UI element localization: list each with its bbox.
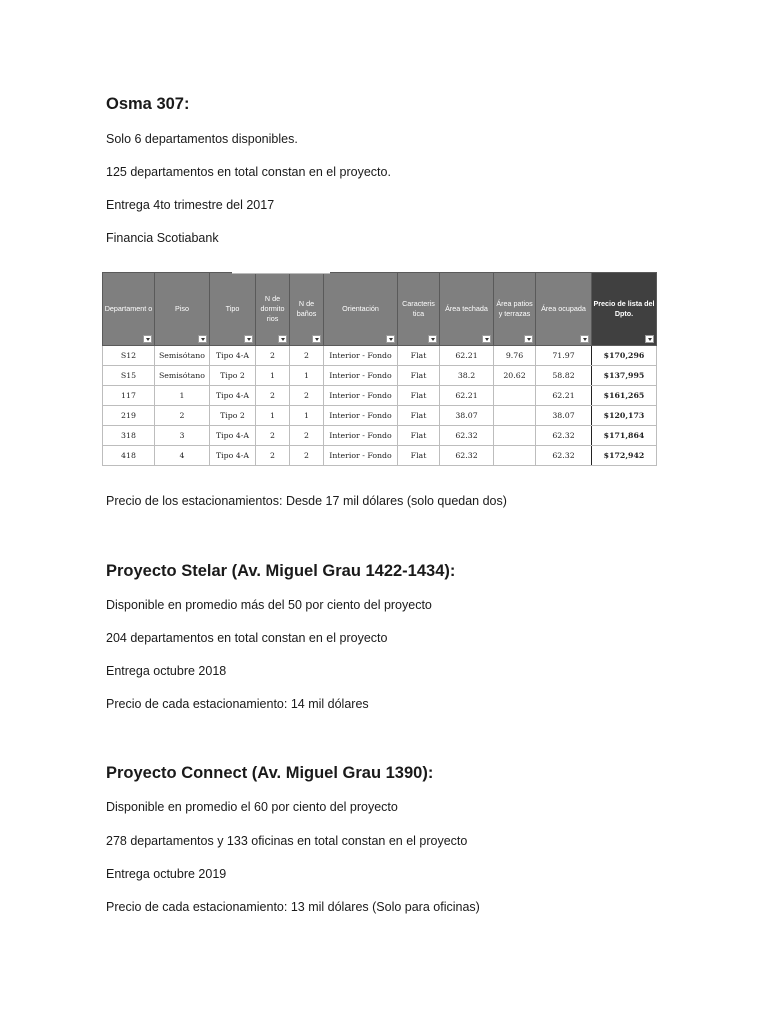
osma-line-delivery: Entrega 4to trimestre del 2017 (106, 198, 275, 212)
header-department (103, 273, 155, 346)
cell-feature: Flat (398, 446, 440, 466)
cell-list-price: $161,265 (592, 386, 657, 406)
cell-feature: Flat (398, 386, 440, 406)
filter-dropdown-icon[interactable] (428, 335, 437, 343)
connect-heading: Proyecto Connect (Av. Miguel Grau 1390): (106, 764, 434, 782)
table-row (103, 406, 657, 426)
cell-occupied-area: 38.07 (536, 406, 592, 426)
header-bedrooms (256, 273, 290, 346)
cell-list-price: $120,173 (592, 406, 657, 426)
cell-bedrooms: 2 (256, 426, 290, 446)
stelar-line-delivery: Entrega octubre 2018 (106, 664, 227, 678)
cell-patio-terrace-area (494, 446, 536, 466)
cell-bedrooms: 1 (256, 366, 290, 386)
cell-occupied-area: 62.32 (536, 446, 592, 466)
cell-occupied-area: 62.32 (536, 426, 592, 446)
cell-department: S12 (103, 346, 155, 366)
cell-roofed-area: 62.32 (440, 446, 494, 466)
cell-roofed-area: 62.32 (440, 426, 494, 446)
header-label: N de dormito rios (260, 294, 285, 323)
header-list-price (592, 273, 657, 346)
filter-dropdown-icon[interactable] (645, 335, 654, 343)
filter-dropdown-icon[interactable] (278, 335, 287, 343)
cell-department: 418 (103, 446, 155, 466)
table-row (103, 346, 657, 366)
cell-bedrooms: 1 (256, 406, 290, 426)
table-row (103, 446, 657, 466)
cell-feature: Flat (398, 426, 440, 446)
header-label: Caracteris tica (402, 299, 435, 318)
cell-type: Tipo 4-A (210, 386, 256, 406)
cell-roofed-area: 38.07 (440, 406, 494, 426)
units-table-body (103, 346, 657, 466)
table-top-overlay (232, 268, 330, 274)
header-label: Orientación (342, 304, 379, 313)
table-row (103, 386, 657, 406)
filter-dropdown-icon[interactable] (244, 335, 253, 343)
cell-orientation: Interior - Fondo (324, 366, 398, 386)
header-label: Precio de lista del Dpto. (593, 299, 655, 318)
filter-dropdown-icon[interactable] (312, 335, 321, 343)
cell-floor: Semisótano (155, 366, 210, 386)
cell-patio-terrace-area (494, 426, 536, 446)
cell-bathrooms: 1 (290, 406, 324, 426)
cell-roofed-area: 38.2 (440, 366, 494, 386)
cell-patio-terrace-area (494, 406, 536, 426)
cell-orientation: Interior - Fondo (324, 446, 398, 466)
cell-bathrooms: 2 (290, 386, 324, 406)
osma-line-financing: Financia Scotiabank (106, 231, 219, 245)
cell-orientation: Interior - Fondo (324, 426, 398, 446)
cell-roofed-area: 62.21 (440, 386, 494, 406)
connect-line-availability: Disponible en promedio el 60 por ciento del proyecto (106, 800, 398, 814)
units-table-header-row (103, 273, 657, 346)
cell-floor: 4 (155, 446, 210, 466)
cell-patio-terrace-area (494, 386, 536, 406)
cell-floor: Semisótano (155, 346, 210, 366)
cell-patio-terrace-area: 20.62 (494, 366, 536, 386)
header-label: Tipo (225, 304, 240, 313)
cell-orientation: Interior - Fondo (324, 386, 398, 406)
cell-occupied-area: 62.21 (536, 386, 592, 406)
filter-dropdown-icon[interactable] (386, 335, 395, 343)
cell-patio-terrace-area: 9.76 (494, 346, 536, 366)
cell-floor: 3 (155, 426, 210, 446)
filter-dropdown-icon[interactable] (198, 335, 207, 343)
cell-department: 219 (103, 406, 155, 426)
connect-line-parking: Precio de cada estacionamiento: 13 mil dólares (Solo para oficinas) (106, 900, 480, 914)
filter-dropdown-icon[interactable] (143, 335, 152, 343)
cell-bedrooms: 2 (256, 446, 290, 466)
stelar-line-parking: Precio de cada estacionamiento: 14 mil dólares (106, 697, 369, 711)
header-type (210, 273, 256, 346)
header-roofed-area (440, 273, 494, 346)
cell-type: Tipo 2 (210, 406, 256, 426)
header-label: N de baños (296, 299, 317, 318)
header-label: Área patios y terrazas (496, 299, 533, 318)
cell-feature: Flat (398, 346, 440, 366)
cell-occupied-area: 58.82 (536, 366, 592, 386)
header-occupied-area (536, 273, 592, 346)
osma-parking-price: Precio de los estacionamientos: Desde 17 mil dólares (solo quedan dos) (106, 494, 507, 508)
cell-list-price: $137,995 (592, 366, 657, 386)
cell-orientation: Interior - Fondo (324, 406, 398, 426)
cell-feature: Flat (398, 406, 440, 426)
cell-bathrooms: 2 (290, 426, 324, 446)
header-patio-terrace-area (494, 273, 536, 346)
osma-line-availability: Solo 6 departamentos disponibles. (106, 132, 298, 146)
table-row (103, 426, 657, 446)
cell-bathrooms: 2 (290, 346, 324, 366)
cell-roofed-area: 62.21 (440, 346, 494, 366)
header-feature (398, 273, 440, 346)
connect-line-total: 278 departamentos y 133 oficinas en total constan en el proyecto (106, 834, 468, 848)
cell-floor: 1 (155, 386, 210, 406)
units-table (102, 272, 657, 466)
header-label: Piso (175, 304, 189, 313)
cell-feature: Flat (398, 366, 440, 386)
filter-dropdown-icon[interactable] (580, 335, 589, 343)
stelar-line-total: 204 departamentos en total constan en el proyecto (106, 631, 388, 645)
cell-bedrooms: 2 (256, 346, 290, 366)
osma-line-total: 125 departamentos en total constan en el proyecto. (106, 165, 391, 179)
cell-orientation: Interior - Fondo (324, 346, 398, 366)
table-row (103, 366, 657, 386)
cell-type: Tipo 4-A (210, 446, 256, 466)
header-orientation (324, 273, 398, 346)
cell-list-price: $171,864 (592, 426, 657, 446)
cell-bathrooms: 2 (290, 446, 324, 466)
stelar-heading: Proyecto Stelar (Av. Miguel Grau 1422-1434): (106, 562, 456, 580)
cell-occupied-area: 71.97 (536, 346, 592, 366)
cell-type: Tipo 2 (210, 366, 256, 386)
header-bathrooms (290, 273, 324, 346)
osma-heading: Osma 307: (106, 95, 190, 113)
cell-type: Tipo 4-A (210, 346, 256, 366)
cell-department: 318 (103, 426, 155, 446)
filter-dropdown-icon[interactable] (524, 335, 533, 343)
cell-list-price: $172,942 (592, 446, 657, 466)
cell-list-price: $170,296 (592, 346, 657, 366)
header-label: Departament o (104, 304, 153, 313)
cell-floor: 2 (155, 406, 210, 426)
units-table-container (102, 272, 656, 466)
cell-department: S15 (103, 366, 155, 386)
header-label: Área techada (445, 304, 488, 313)
stelar-line-availability: Disponible en promedio más del 50 por ciento del proyecto (106, 598, 432, 612)
cell-department: 117 (103, 386, 155, 406)
connect-line-delivery: Entrega octubre 2019 (106, 867, 227, 881)
cell-bathrooms: 1 (290, 366, 324, 386)
header-label: Área ocupada (541, 304, 586, 313)
filter-dropdown-icon[interactable] (482, 335, 491, 343)
header-floor (155, 273, 210, 346)
cell-bedrooms: 2 (256, 386, 290, 406)
cell-type: Tipo 4-A (210, 426, 256, 446)
